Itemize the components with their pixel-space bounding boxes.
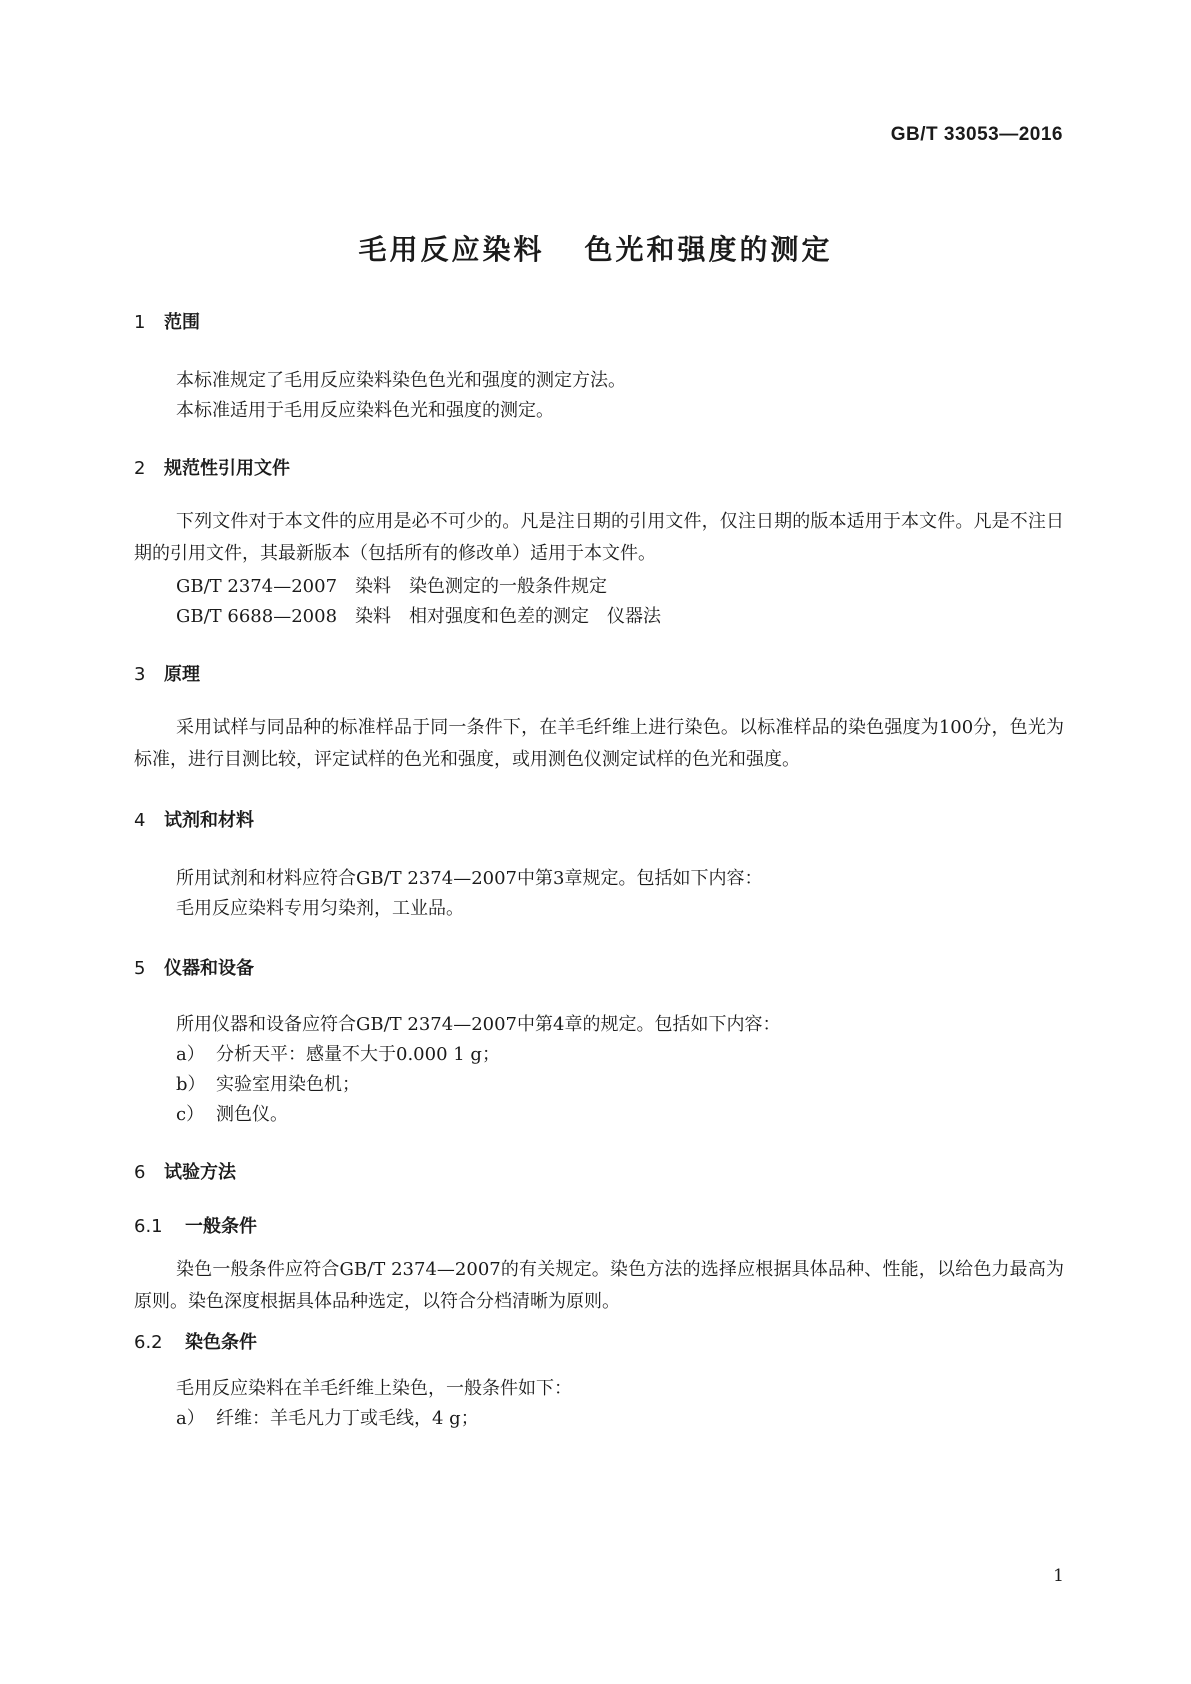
paragraph: 本标准规定了毛用反应染料染色色光和强度的测定方法。 — [176, 370, 626, 391]
section-title: 试剂和材料 — [164, 810, 254, 831]
section-number: 2 — [134, 458, 146, 479]
section-6-2-heading — [134, 1328, 257, 1354]
title-part-2: 色光和强度的测定 — [584, 233, 833, 266]
section-number: 4 — [134, 810, 146, 831]
document-title — [0, 228, 1191, 268]
section-number: 5 — [134, 958, 146, 979]
list-label: c） — [176, 1104, 205, 1125]
section-title: 一般条件 — [185, 1216, 257, 1237]
section-title: 原理 — [164, 664, 200, 685]
section-number: 1 — [134, 312, 146, 333]
section-title: 试验方法 — [164, 1162, 236, 1183]
list-text: 纤维：羊毛凡力丁或毛线，4 g； — [216, 1408, 479, 1429]
list-item — [176, 1404, 479, 1430]
list-text: 测色仪。 — [216, 1104, 288, 1125]
standard-code: GB/T 33053—2016 — [890, 124, 1063, 145]
page-number: 1 — [1053, 1566, 1064, 1586]
paragraph: 采用试样与同品种的标准样品于同一条件下，在羊毛纤维上进行染色。以标准样品的染色强度为100分，色光为标准，进行目测比较，评定试样的色光和强度，或用测色仪测定试样的色光和强度。 — [134, 717, 1064, 770]
list-text: 分析天平：感量不大于0.000 1 g； — [216, 1044, 500, 1065]
list-item — [176, 1040, 500, 1066]
reference-item: GB/T 6688—2008 染料 相对强度和色差的测定 仪器法 — [176, 606, 662, 627]
section-3-heading — [134, 660, 200, 686]
paragraph: 所用仪器和设备应符合GB/T 2374—2007中第4章的规定。包括如下内容： — [176, 1014, 781, 1035]
paragraph: 染色一般条件应符合GB/T 2374—2007的有关规定。染色方法的选择应根据具体品种、性能，以给色力最高为原则。染色深度根据具体品种选定，以符合分档清晰为原则。 — [134, 1259, 1064, 1312]
section-number: 3 — [134, 664, 146, 685]
section-title: 规范性引用文件 — [164, 458, 290, 479]
section-6-1-heading — [134, 1212, 257, 1238]
list-label: b） — [176, 1074, 206, 1095]
section-number: 6.2 — [134, 1332, 163, 1353]
paragraph: 毛用反应染料专用匀染剂，工业品。 — [176, 898, 464, 919]
section-number: 6.1 — [134, 1216, 163, 1237]
reference-item: GB/T 2374—2007 染料 染色测定的一般条件规定 — [176, 576, 608, 597]
section-1-heading — [134, 308, 200, 334]
paragraph: 毛用反应染料在羊毛纤维上染色，一般条件如下： — [176, 1378, 572, 1399]
section-title: 染色条件 — [185, 1332, 257, 1353]
section-6-heading — [134, 1158, 236, 1184]
section-title: 仪器和设备 — [164, 958, 254, 979]
section-5-heading — [134, 954, 254, 980]
section-number: 6 — [134, 1162, 146, 1183]
paragraph: 本标准适用于毛用反应染料色光和强度的测定。 — [176, 400, 554, 421]
section-title: 范围 — [164, 312, 200, 333]
paragraph: 下列文件对于本文件的应用是必不可少的。凡是注日期的引用文件，仅注日期的版本适用于本文件。凡是不注日期的引用文件，其最新版本（包括所有的修改单）适用于本文件。 — [134, 511, 1064, 564]
paragraph: 所用试剂和材料应符合GB/T 2374—2007中第3章规定。包括如下内容： — [176, 868, 763, 889]
list-item — [176, 1070, 360, 1096]
list-item — [176, 1100, 288, 1126]
section-2-heading — [134, 454, 290, 480]
list-label: a） — [176, 1408, 205, 1429]
list-text: 实验室用染色机； — [216, 1074, 360, 1095]
section-4-heading — [134, 806, 254, 832]
title-part-1: 毛用反应染料 — [358, 233, 545, 266]
list-label: a） — [176, 1044, 205, 1065]
